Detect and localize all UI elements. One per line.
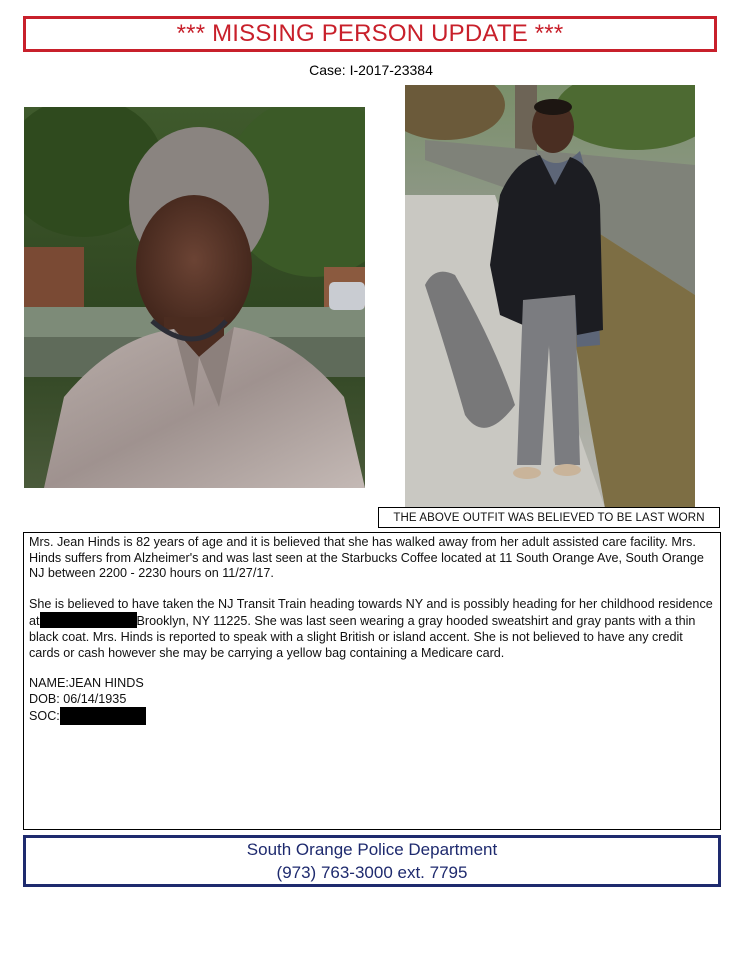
soc-field bbox=[29, 707, 715, 725]
redacted-address bbox=[40, 612, 137, 628]
contact-footer bbox=[23, 835, 721, 887]
department-name: South Orange Police Department bbox=[246, 840, 498, 859]
description-box bbox=[23, 532, 721, 830]
title-banner bbox=[23, 16, 717, 52]
name-field: NAME:JEAN HINDS bbox=[29, 676, 144, 691]
outfit-caption-text: THE ABOVE OUTFIT WAS BELIEVED TO BE LAST WORN bbox=[393, 511, 705, 524]
soc-label: SOC: bbox=[29, 709, 60, 724]
outfit-caption bbox=[378, 507, 720, 528]
description-paragraph-2 bbox=[29, 597, 715, 661]
case-number: Case: I-2017-23384 bbox=[309, 62, 433, 78]
description-paragraph-1: Mrs. Jean Hinds is 82 years of age and it is believed that she has walked away from her adult assisted care facility. Mrs. Hinds suffers from Alzheimer's and was last seen at the Starbucks Coffee located at 11 South Orange Ave, South Orange NJ between 2200 - 2230 hours on 11/27/17. bbox=[29, 535, 704, 581]
dob-field: DOB: 06/14/1935 bbox=[29, 691, 127, 706]
full-body-outfit-photo bbox=[405, 85, 695, 508]
department-phone: (973) 763-3000 ext. 7795 bbox=[276, 863, 468, 882]
redacted-soc bbox=[60, 707, 146, 725]
portrait-photo bbox=[24, 107, 365, 488]
description-paragraph-2-end: Brooklyn, NY 11225. She was last seen wearing a gray hooded sweatshirt and gray pants with a thin black coat. Mrs. Hinds is reported to speak with a slight British or island accent. She is not believed to have any credit cards or cash however she may be carrying a yellow bag containing a Medicare card. bbox=[29, 614, 696, 660]
description-paragraph-2-start: She is believed to have taken the NJ Transit Train heading towards NY and is possibly heading for her childhood residence at bbox=[29, 596, 713, 629]
page-title: *** MISSING PERSON UPDATE *** bbox=[176, 20, 564, 47]
